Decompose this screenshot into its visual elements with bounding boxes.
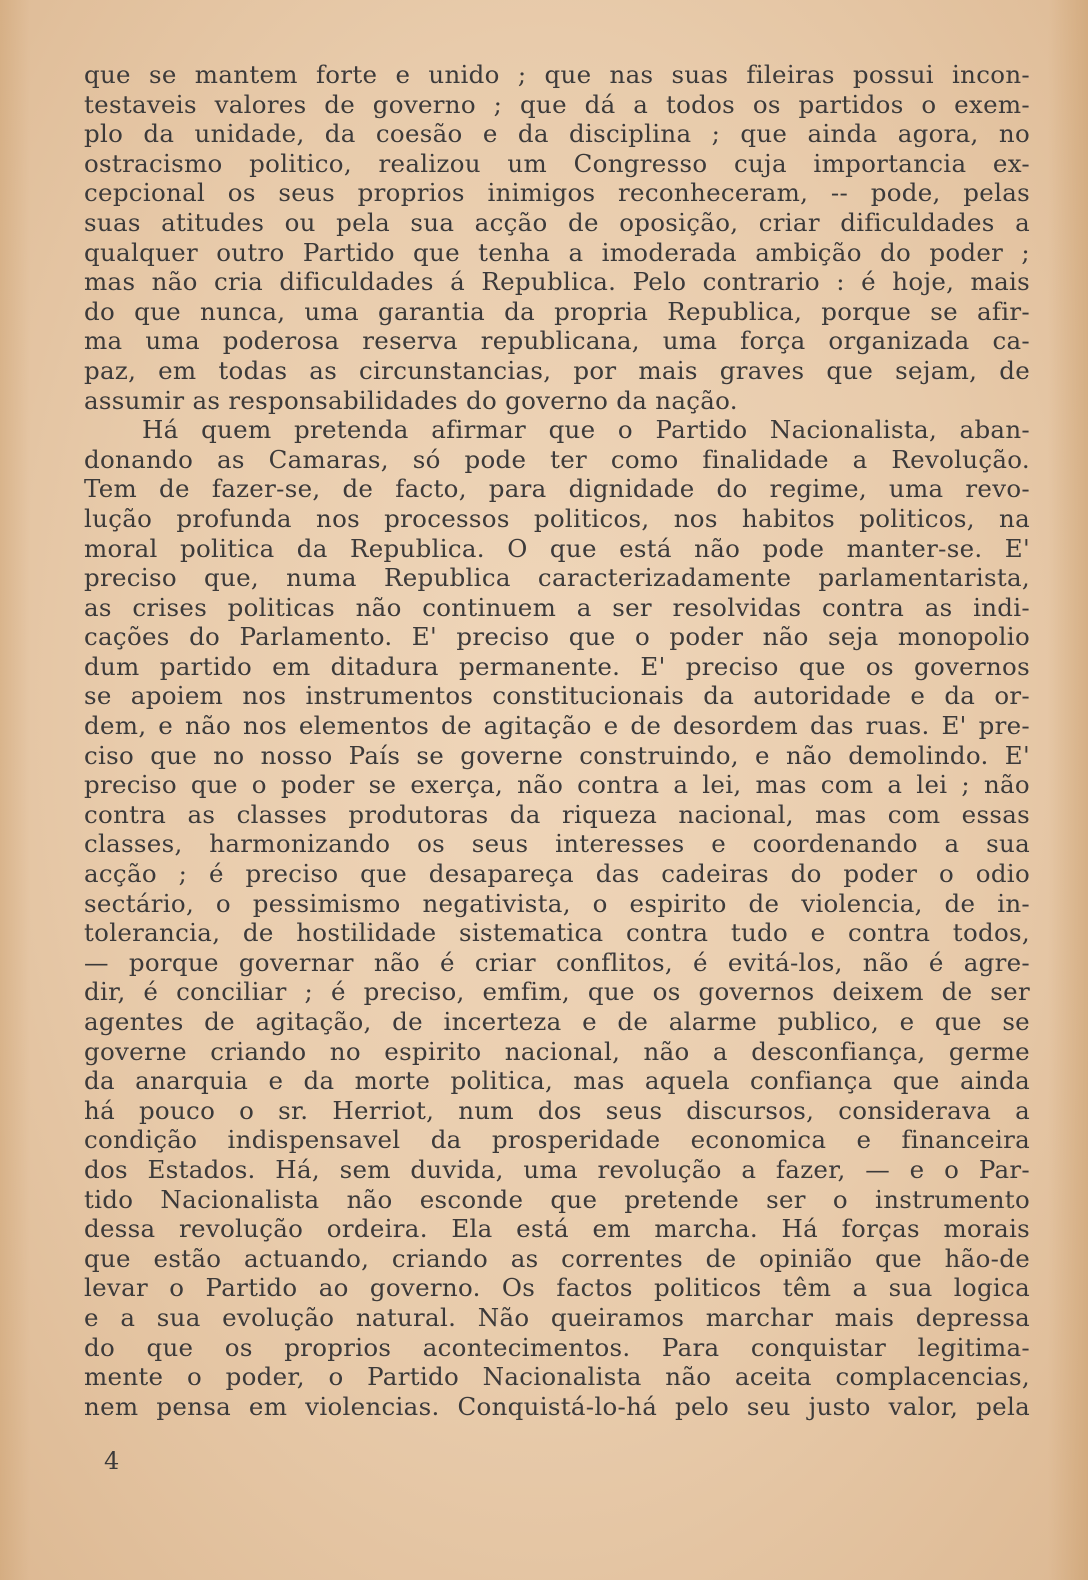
text-line: há pouco o sr. Herriot, num dos seus discursos, considerava a: [84, 1095, 1030, 1125]
text-line: ma uma poderosa reserva republicana, uma força organizada ca-: [84, 326, 1030, 356]
text-line: do que os proprios acontecimentos. Para conquistar legitima-: [84, 1332, 1030, 1362]
text-line: agentes de agitação, de incerteza e de alarme publico, e que se: [84, 1007, 1030, 1036]
text-line: se apoiem nos instrumentos constitucionais da autoridade e da or-: [84, 681, 1030, 711]
text-line: dir, é conciliar ; é preciso, emfim, que os governos deixem de ser: [84, 977, 1030, 1007]
text-line: — porque governar não é criar conflitos, é evitá-los, não é agre-: [84, 947, 1030, 977]
text-line: e a sua evolução natural. Não queiramos marchar mais depressa: [84, 1302, 1030, 1332]
text-line: as crises politicas não continuem a ser resolvidas contra as indi-: [84, 592, 1030, 622]
text-line: preciso que, numa Republica caracterizadamente parlamentarista,: [84, 563, 1030, 593]
text-line: ciso que no nosso País se governe construindo, e não demolindo. E': [84, 740, 1030, 770]
text-line: condição indispensavel da prosperidade economica e financeira: [84, 1125, 1030, 1155]
text-line: tolerancia, de hostilidade sistematica contra tudo e contra todos,: [84, 918, 1030, 948]
text-line: contra as classes produtoras da riqueza nacional, mas com essas: [84, 799, 1030, 829]
text-line: dem, e não nos elementos de agitação e de desordem das ruas. E' pre-: [84, 711, 1030, 741]
text-line: qualquer outro Partido que tenha a imoderada ambição do poder ;: [84, 237, 1030, 267]
text-line: suas atitudes ou pela sua acção de oposição, criar dificuldades a: [84, 207, 1030, 237]
text-line: que se mantem forte e unido ; que nas suas fileiras possui incon-: [84, 60, 1030, 89]
text-line: cações do Parlamento. E' preciso que o poder não seja monopolio: [84, 622, 1030, 652]
text-line: classes, harmonizando os seus interesses e coordenando a sua: [84, 829, 1030, 859]
text-line: do que nunca, uma garantia da propria Republica, porque se afir-: [84, 296, 1030, 326]
text-line: dum partido em ditadura permanente. E' preciso que os governos: [84, 651, 1030, 681]
body-text: [84, 60, 1030, 1421]
text-line: levar o Partido ao governo. Os factos politicos têm a sua logica: [84, 1273, 1030, 1303]
text-line: tido Nacionalista não esconde que pretende ser o instrumento: [84, 1184, 1030, 1214]
text-line: assumir as responsabilidades do governo da nação.: [84, 385, 738, 415]
text-line: dessa revolução ordeira. Ela está em marcha. Há forças morais: [84, 1214, 1030, 1244]
text-line: plo da unidade, da coesão e da disciplina ; que ainda agora, no: [84, 119, 1030, 149]
text-line: da anarquia e da morte politica, mas aquela confiança que ainda: [84, 1066, 1030, 1096]
page-number: 4: [104, 1447, 120, 1475]
text-line: dos Estados. Há, sem duvida, uma revolução a fazer, — e o Par-: [84, 1154, 1030, 1184]
text-line: preciso que o poder se exerça, não contra a lei, mas com a lei ; não: [84, 770, 1030, 800]
text-line: testaveis valores de governo ; que dá a todos os partidos o exem-: [84, 89, 1030, 119]
text-line: mente o poder, o Partido Nacionalista não aceita complacencias,: [84, 1362, 1030, 1392]
text-line: Há quem pretenda afirmar que o Partido Nacionalista, aban-: [142, 415, 1030, 445]
text-line: moral politica da Republica. O que está não pode manter-se. E': [84, 533, 1030, 563]
text-line: sectário, o pessimismo negativista, o espirito de violencia, de in-: [84, 888, 1030, 918]
text-line: paz, em todas as circunstancias, por mais graves que sejam, de: [84, 355, 1030, 385]
text-line: donando as Camaras, só pode ter como finalidade a Revolução.: [84, 444, 1030, 474]
text-line: Tem de fazer-se, de facto, para dignidade do regime, uma revo-: [84, 474, 1030, 504]
text-line: mas não cria dificuldades á Republica. Pelo contrario : é hoje, mais: [84, 267, 1030, 297]
text-line: cepcional os seus proprios inimigos reconheceram, -- pode, pelas: [84, 178, 1030, 208]
text-line: acção ; é preciso que desapareça das cadeiras do poder o odio: [84, 859, 1030, 889]
text-line: ostracismo politico, realizou um Congresso cuja importancia ex-: [84, 148, 1030, 178]
text-line: governe criando no espirito nacional, não a desconfiança, germe: [84, 1036, 1030, 1066]
text-line: lução profunda nos processos politicos, nos habitos politicos, na: [84, 503, 1030, 533]
text-line: que estão actuando, criando as correntes de opinião que hão-de: [84, 1243, 1030, 1273]
text-line: nem pensa em violencias. Conquistá-lo-há pelo seu justo valor, pela: [84, 1391, 1030, 1421]
